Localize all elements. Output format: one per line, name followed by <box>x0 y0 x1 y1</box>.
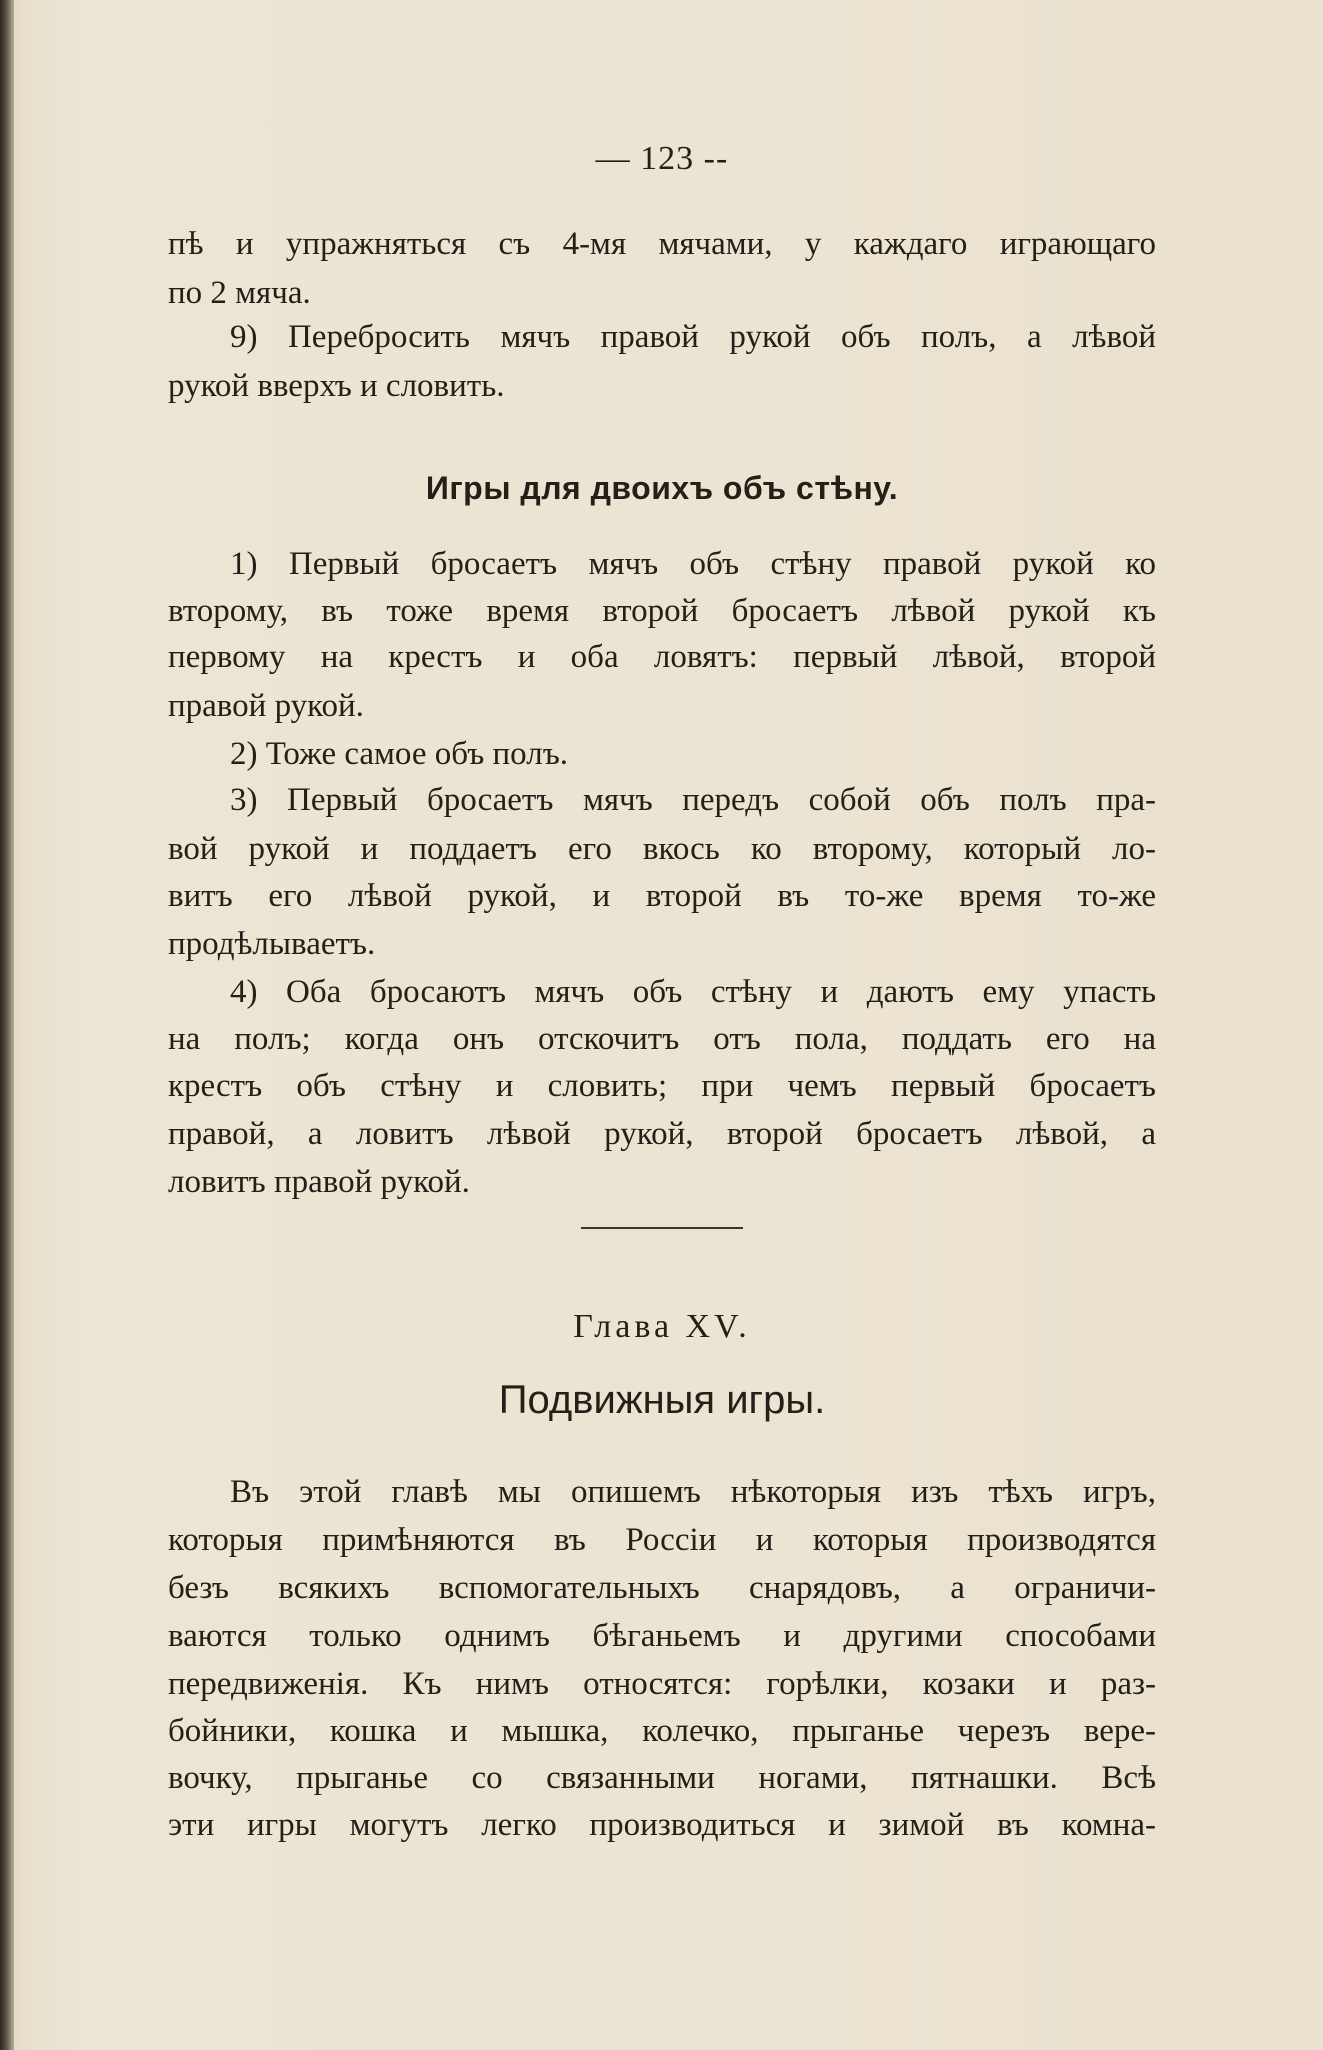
text-line: ловитъ правой рукой. <box>168 1164 470 1200</box>
section-divider <box>581 1227 743 1229</box>
text-line: 9) Перебросить мячъ правой рукой объ полъ, а лѣвой <box>230 319 1156 355</box>
text-line: Въ этой главѣ мы опишемъ нѣкоторыя изъ тѣхъ игръ, <box>230 1474 1156 1510</box>
page-number: — 123 -- <box>595 140 729 177</box>
text-line: бойники, кошка и мышка, колечко, прыганье черезъ вере- <box>168 1713 1156 1749</box>
text-line: 4) Оба бросаютъ мячъ объ стѣну и даютъ ему упасть <box>230 974 1156 1010</box>
text-line: рукой вверхъ и словить. <box>168 368 505 404</box>
chapter-label: Глава XV. <box>573 1308 751 1345</box>
book-spine-edge <box>0 0 14 2050</box>
text-line: вочку, прыганье со связанными ногами, пятнашки. Всѣ <box>168 1760 1156 1796</box>
text-line: 3) Первый бросаетъ мячъ передъ собой объ полъ пра- <box>230 782 1156 818</box>
text-line: правой рукой. <box>168 688 364 724</box>
text-line: продѣлываетъ. <box>168 926 376 962</box>
text-line: ваются только однимъ бѣганьемъ и другими способами <box>168 1618 1156 1654</box>
text-line: на полъ; когда онъ отскочитъ отъ пола, поддать его на <box>168 1021 1156 1057</box>
text-line: пѣ и упражняться съ 4-мя мячами, у каждаго играющаго <box>168 226 1156 262</box>
text-line: правой, а ловитъ лѣвой рукой, второй бросаетъ лѣвой, а <box>168 1116 1156 1152</box>
text-line: которыя примѣняются въ Россіи и которыя производятся <box>168 1522 1156 1558</box>
text-line: вой рукой и поддаетъ его вкось ко второму, который ло- <box>168 831 1156 867</box>
text-line: эти игры могутъ легко производиться и зимой въ комна- <box>168 1807 1156 1843</box>
text-line: 1) Первый бросаетъ мячъ объ стѣну правой рукой ко <box>230 546 1156 582</box>
text-line: крестъ объ стѣну и словить; при чемъ первый бросаетъ <box>168 1068 1156 1104</box>
text-line: безъ всякихъ вспомогательныхъ снарядовъ, а ограничи- <box>168 1570 1156 1606</box>
text-line: 2) Тоже самое объ полъ. <box>230 736 569 772</box>
chapter-title: Подвижныя игры. <box>498 1378 826 1422</box>
text-line: по 2 мяча. <box>168 275 311 311</box>
text-line: передвиженія. Къ нимъ относятся: горѣлки, козаки и раз- <box>168 1666 1156 1702</box>
text-line: второму, въ тоже время второй бросаетъ лѣвой рукой къ <box>168 593 1156 629</box>
text-line: первому на крестъ и оба ловятъ: первый лѣвой, второй <box>168 639 1156 675</box>
text-line: витъ его лѣвой рукой, и второй въ то-же время то-же <box>168 878 1156 914</box>
section-heading: Игры для двоихъ объ стѣну. <box>425 470 899 506</box>
